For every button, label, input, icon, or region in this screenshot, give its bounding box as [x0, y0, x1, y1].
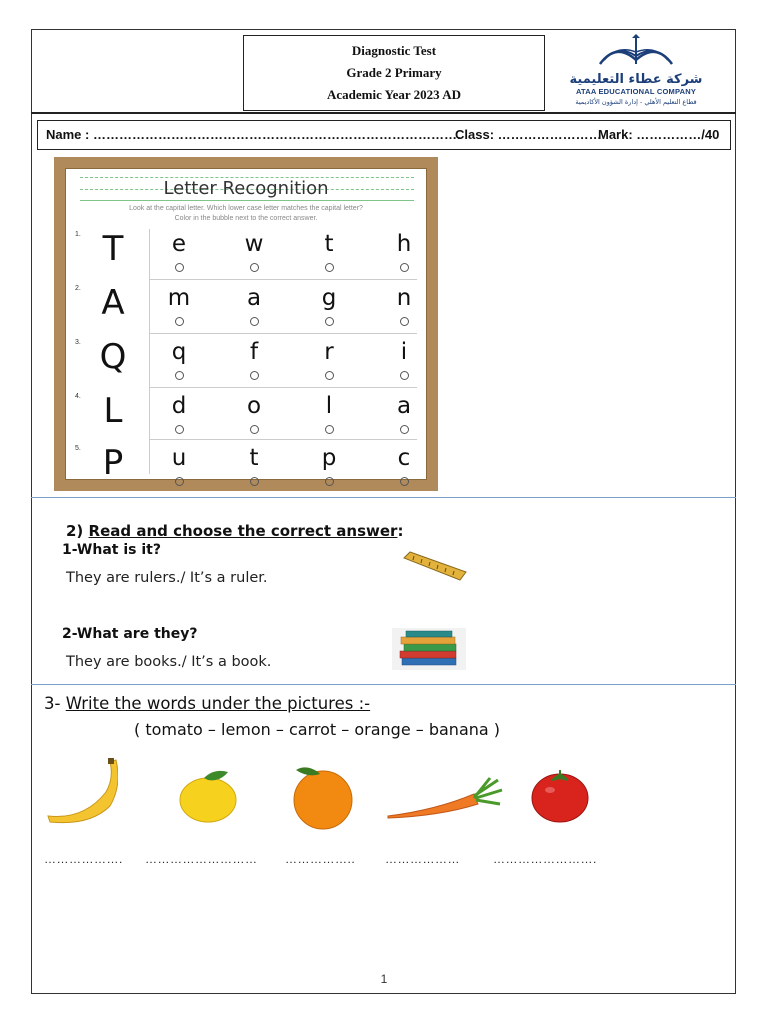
question-2-1: 1-What is it? [62, 542, 161, 558]
letter-recognition-title: Letter Recognition [163, 178, 329, 199]
section-divider [31, 497, 736, 498]
option-letter: o [246, 393, 262, 419]
letter-row [66, 227, 426, 280]
letter-option [379, 229, 429, 272]
capital-letter: T [102, 229, 124, 269]
option-letter: q [171, 339, 187, 365]
name-field[interactable]: Name : …………………………………………………………………………. [46, 127, 461, 142]
instruction-line-1: Look at the capital letter. Which lower case letter matches the capital letter? [129, 205, 363, 212]
answer-bubble[interactable] [250, 263, 259, 272]
letter-option [304, 443, 354, 486]
option-letter: u [171, 445, 187, 471]
capital-letter: L [103, 391, 123, 431]
letter-option [229, 443, 279, 486]
option-letter: c [397, 445, 411, 471]
row-number: 1. [75, 231, 81, 238]
instruction-line-2: Color in the bubble next to the correct answer. [174, 215, 318, 222]
option-letter: a [396, 393, 412, 419]
letter-row [66, 441, 426, 494]
letter-option [154, 229, 204, 272]
answer-2-2[interactable]: They are books./ It’s a book. [66, 654, 272, 670]
answer-bubble[interactable] [250, 371, 259, 380]
option-letter: t [249, 445, 259, 471]
capital-letter: Q [99, 337, 127, 377]
answer-bubble[interactable] [250, 317, 259, 326]
option-letter: d [171, 393, 187, 419]
letter-option [379, 391, 429, 434]
carrot-icon [386, 776, 504, 824]
lemon-icon [176, 766, 240, 826]
option-letter: t [324, 231, 334, 257]
answer-bubble[interactable] [175, 425, 184, 434]
letter-recognition-sheet [65, 168, 427, 483]
letter-option [154, 391, 204, 434]
option-letter: l [325, 393, 333, 419]
option-letter: p [321, 445, 337, 471]
option-letter: e [171, 231, 187, 257]
answer-line-4[interactable]: ……………… [385, 852, 460, 866]
banana-icon [44, 758, 118, 826]
book-pen-logo-icon [596, 34, 676, 68]
answer-bubble[interactable] [325, 477, 334, 486]
letter-row [66, 281, 426, 334]
section-divider-2 [31, 684, 736, 685]
letter-option [229, 229, 279, 272]
answer-bubble[interactable] [325, 263, 334, 272]
option-letter: f [249, 339, 259, 365]
tomato-icon [530, 766, 590, 824]
header-year: Academic Year 2023 AD [327, 87, 461, 102]
capital-letter: A [101, 283, 125, 323]
question-2-title: 2) Read and choose the correct answer: [66, 522, 404, 540]
answer-bubble[interactable] [400, 263, 409, 272]
answer-bubble[interactable] [325, 371, 334, 380]
letter-option [379, 283, 429, 326]
answer-line-3[interactable]: …………….. [285, 852, 356, 866]
letter-option [304, 229, 354, 272]
option-letter: n [396, 285, 412, 311]
ruler-icon [402, 548, 468, 584]
answer-bubble[interactable] [325, 425, 334, 434]
letter-option [229, 391, 279, 434]
option-letter: i [400, 339, 408, 365]
letter-recognition-worksheet [54, 157, 438, 491]
answer-bubble[interactable] [175, 371, 184, 380]
option-letter: w [244, 231, 264, 257]
option-letter: m [167, 285, 191, 311]
company-logo [566, 34, 706, 114]
mark-field[interactable]: Mark: ……………/40 [598, 127, 720, 142]
capital-letter: P [102, 443, 124, 483]
answer-2-1[interactable]: They are rulers./ It’s a ruler. [66, 570, 268, 586]
row-number: 5. [75, 445, 81, 452]
letter-option [304, 337, 354, 380]
option-letter: g [321, 285, 337, 311]
word-bank: ( tomato – lemon – carrot – orange – banana ) [134, 720, 501, 739]
answer-bubble[interactable] [325, 317, 334, 326]
answer-bubble[interactable] [250, 425, 259, 434]
letter-option [379, 337, 429, 380]
logo-english-name: ATAA EDUCATIONAL COMPANY [575, 87, 697, 96]
page-number: 1 [380, 972, 388, 986]
letter-option [229, 337, 279, 380]
letter-option [154, 283, 204, 326]
logo-arabic-subtitle: قطاع التعليم الأهلي - إدارة الشؤون الأكاديمية [575, 98, 697, 106]
header-divider [31, 112, 736, 114]
letter-option [154, 337, 204, 380]
answer-bubble[interactable] [250, 477, 259, 486]
option-letter: h [396, 231, 412, 257]
answer-bubble[interactable] [175, 263, 184, 272]
option-letter: a [246, 285, 262, 311]
orange-icon [288, 764, 358, 830]
letter-option [229, 283, 279, 326]
answer-line-1[interactable]: ………………. [44, 852, 123, 866]
student-info-row [37, 120, 731, 150]
header-grade: Grade 2 Primary [346, 65, 442, 80]
answer-bubble[interactable] [175, 477, 184, 486]
books-icon [392, 628, 466, 670]
answer-bubble[interactable] [400, 477, 409, 486]
row-number: 3. [75, 339, 81, 346]
row-number: 2. [75, 285, 81, 292]
letter-option [154, 443, 204, 486]
answer-bubble[interactable] [175, 317, 184, 326]
answer-line-5[interactable]: ……………………. [493, 852, 597, 866]
answer-bubble[interactable] [400, 371, 409, 380]
letter-option [304, 283, 354, 326]
class-field[interactable]: Class: …………………… [455, 127, 602, 142]
header-title: Diagnostic Test [351, 43, 437, 58]
answer-bubble[interactable] [400, 317, 409, 326]
option-letter: r [324, 339, 334, 365]
letter-option [304, 391, 354, 434]
question-3-title: 3- Write the words under the pictures :- [44, 694, 371, 713]
answer-bubble[interactable] [400, 425, 409, 434]
letter-row [66, 389, 426, 442]
row-number: 4. [75, 393, 81, 400]
letter-option [379, 443, 429, 486]
question-2-2: 2-What are they? [62, 626, 198, 642]
test-header [243, 35, 545, 111]
letter-row [66, 335, 426, 388]
answer-line-2[interactable]: ……………………… [145, 852, 258, 866]
logo-arabic-name: شركة عطاء التعليمية [569, 72, 703, 87]
